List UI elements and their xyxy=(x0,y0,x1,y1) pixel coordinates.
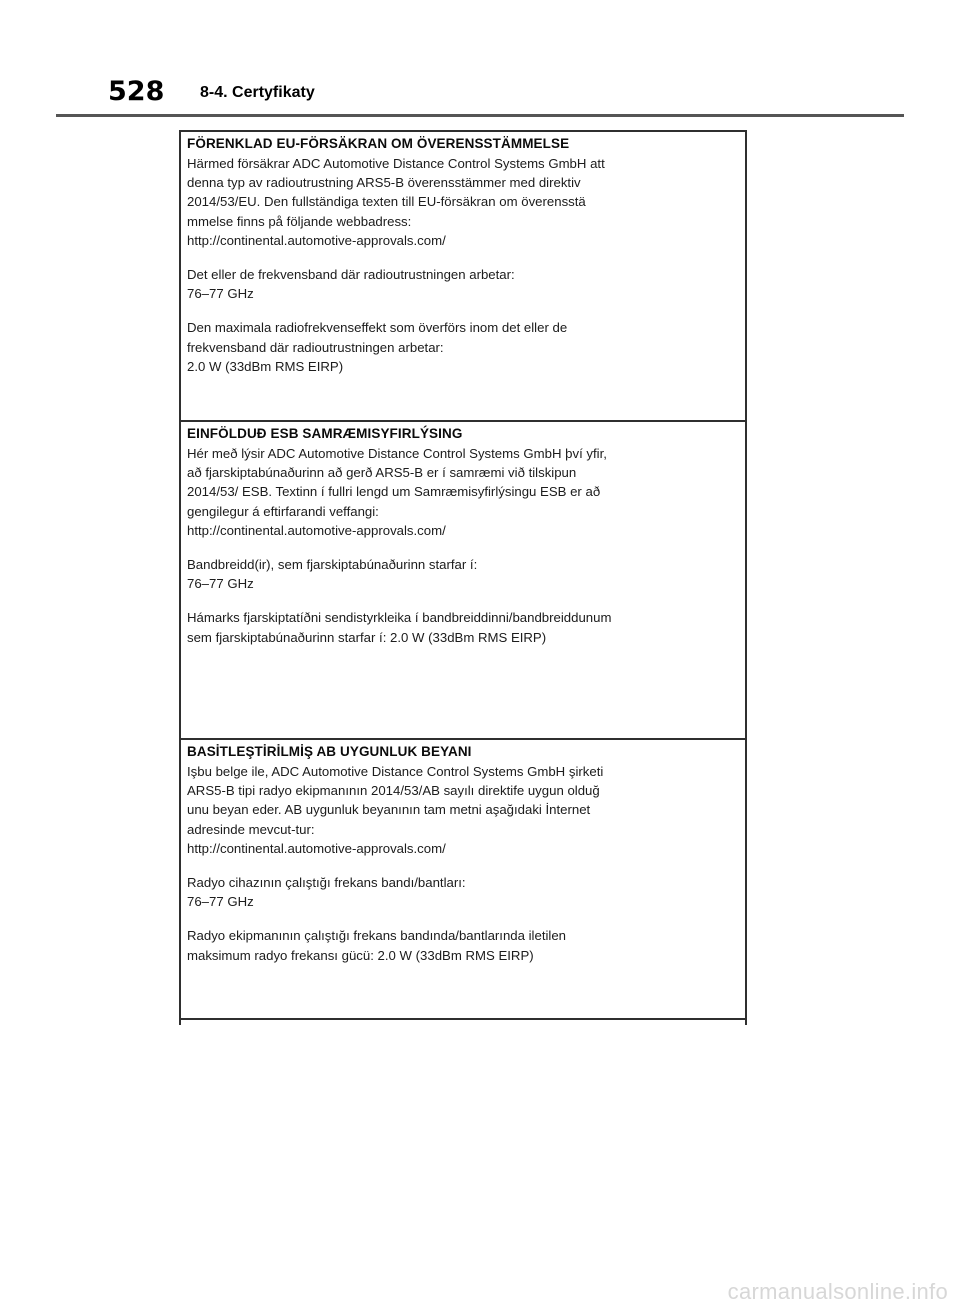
frequency-band-info xyxy=(187,555,739,593)
declaration-url: http://continental.automotive-approvals.com/ xyxy=(187,522,446,538)
declaration-turkish xyxy=(181,738,745,1020)
scan-bottom-border xyxy=(181,1018,745,1020)
text-line: 2014/53/ ESB. Textinn í fullri lengd um Samræmisyfirlýsingu ESB er að xyxy=(187,484,601,500)
text-line: 2014/53/EU. Den fullständiga texten till EU-försäkran om överensstä xyxy=(187,194,586,210)
text-line: Bandbreidd(ir), sem fjarskiptabúnaðurinn starfar í: xyxy=(187,557,478,573)
text-line: denna typ av radioutrustning ARS5-B överensstämmer med direktiv xyxy=(187,175,581,191)
text-line: adresinde mevcut-tur: xyxy=(187,821,315,837)
text-line: Hér með lýsir ADC Automotive Distance Control Systems GmbH því yfir, xyxy=(187,446,607,461)
declaration-url: http://continental.automotive-approvals.com/ xyxy=(187,840,446,856)
declaration-heading: FÖRENKLAD EU-FÖRSÄKRAN OM ÖVERENSSTÄMMELSE xyxy=(187,136,570,151)
declaration-icelandic xyxy=(181,420,745,738)
text-line: mmelse finns på följande webbadress: xyxy=(187,213,412,229)
text-line: Radyo ekipmanının çalıştığı frekans bandında/bantlarında iletilen xyxy=(187,928,567,944)
declaration-intro xyxy=(187,444,739,540)
section-title: 8-4. Certyfikaty xyxy=(200,84,315,101)
frequency-value: 76–77 GHz xyxy=(187,576,254,592)
text-line: unu beyan eder. AB uygunluk beyanının tam metni aşağıdaki İnternet xyxy=(187,802,591,818)
max-power-info xyxy=(187,608,739,646)
declaration-heading: EINFÖLDUÐ ESB SAMRÆMISYFIRLÝSING xyxy=(187,426,463,441)
text-line: Det eller de frekvensband där radioutrustningen arbetar: xyxy=(187,267,515,283)
text-line: maksimum radyo frekansı gücü: 2.0 W (33dBm RMS EIRP) xyxy=(187,947,534,963)
declaration-intro xyxy=(187,154,739,250)
frequency-band-info xyxy=(187,265,739,303)
text-line: frekvensband där radioutrustningen arbetar: xyxy=(187,339,444,355)
text-line: Den maximala radiofrekvenseffekt som överförs inom det eller de xyxy=(187,320,568,336)
header-divider xyxy=(56,114,904,117)
text-line: að fjarskiptabúnaðurinn að gerð ARS5-B er í samræmi við tilskipun xyxy=(187,465,577,481)
declaration-intro xyxy=(187,762,739,858)
frequency-band-info xyxy=(187,873,739,911)
frequency-value: 76–77 GHz xyxy=(187,286,254,302)
frequency-value: 76–77 GHz xyxy=(187,894,254,910)
text-line: Radyo cihazının çalıştığı frekans bandı/bantları: xyxy=(187,875,466,891)
declaration-url: http://continental.automotive-approvals.com/ xyxy=(187,232,446,248)
declaration-swedish xyxy=(181,132,745,420)
text-line: ARS5-B tipi radyo ekipmanının 2014/53/AB sayılı direktife uygun olduğ xyxy=(187,783,600,799)
power-value: 2.0 W (33dBm RMS EIRP) xyxy=(187,358,344,374)
text-line: sem fjarskiptabúnaðurinn starfar í: 2.0 W (33dBm RMS EIRP) xyxy=(187,629,547,645)
declaration-scan xyxy=(179,130,747,1025)
declaration-heading: BASİTLEŞTİRİLMİŞ AB UYGUNLUK BEYANI xyxy=(187,744,472,759)
max-power-info xyxy=(187,318,739,376)
text-line: Härmed försäkrar ADC Automotive Distance Control Systems GmbH att xyxy=(187,156,605,171)
page-number: 528 xyxy=(108,76,165,107)
max-power-info xyxy=(187,926,739,964)
watermark: carmanualsonline.info xyxy=(727,1279,948,1304)
page-header xyxy=(56,72,904,116)
text-line: gengilegur á eftirfarandi veffangi: xyxy=(187,503,379,519)
text-line: Işbu belge ile, ADC Automotive Distance Control Systems GmbH şirketi xyxy=(187,764,604,779)
text-line: Hámarks fjarskiptatíðni sendistyrkleika í bandbreiddinni/bandbreiddunum xyxy=(187,610,612,626)
